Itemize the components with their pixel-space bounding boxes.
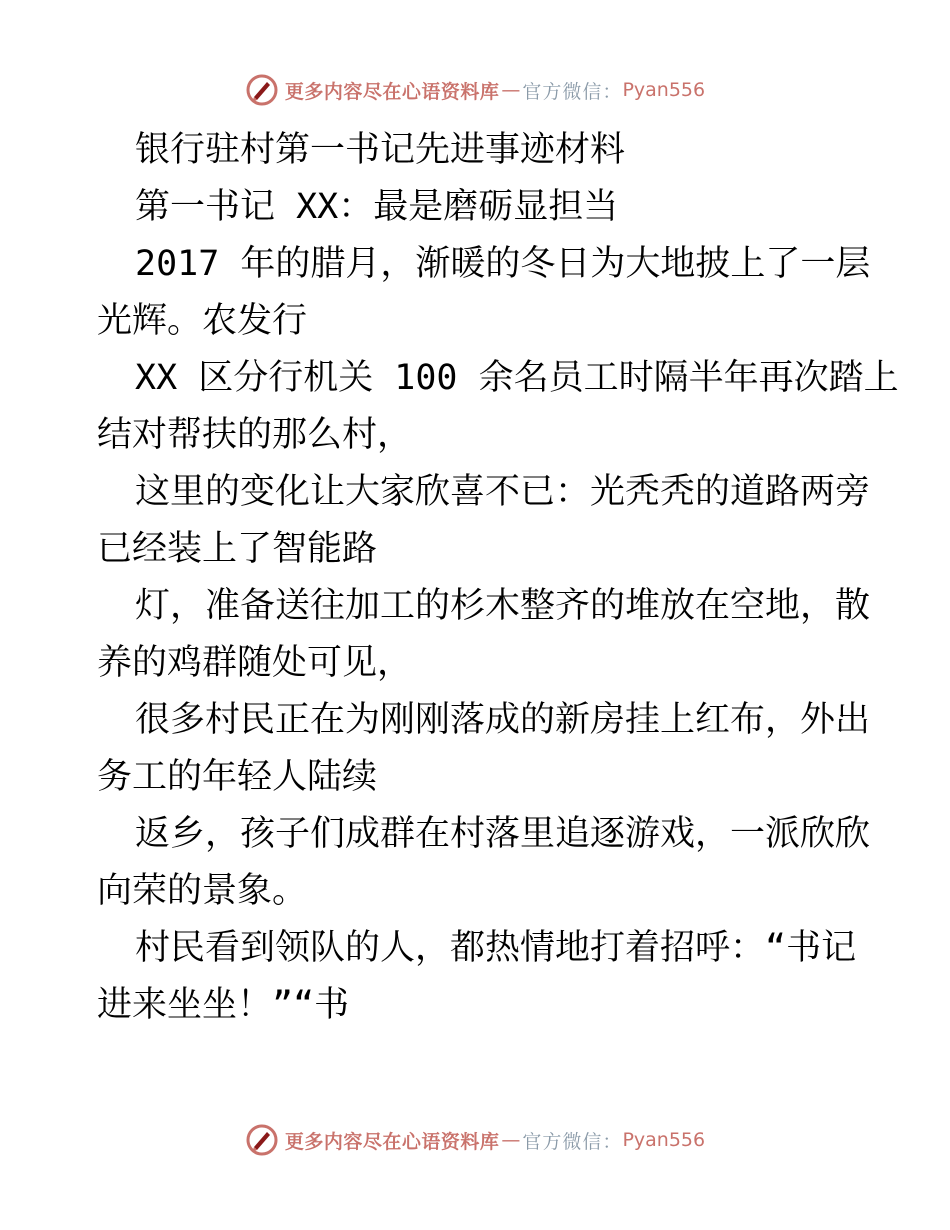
banner-dash: — bbox=[501, 79, 521, 101]
banner-text: 更多内容尽在心语资料库 bbox=[284, 80, 500, 103]
paragraph-line: 2017 年的腊月，渐暖的冬日为大地披上了一层 bbox=[135, 244, 871, 284]
paragraph-line: 光辉。农发行 bbox=[97, 301, 308, 341]
banner-dash: — bbox=[501, 1129, 521, 1151]
paragraph-line: 这里的变化让大家欣喜不已：光秃秃的道路两旁 bbox=[135, 472, 871, 512]
paragraph-line: 进来坐坐！”“书 bbox=[97, 985, 350, 1025]
paragraph-line: 向荣的景象。 bbox=[97, 871, 308, 911]
paragraph-line: 已经装上了智能路 bbox=[97, 529, 378, 569]
paragraph-line: 结对帮扶的那么村， bbox=[97, 415, 413, 455]
paragraph-line: 返乡，孩子们成群在村落里追逐游戏，一派欣欣 bbox=[135, 814, 871, 854]
paragraph-line: XX 区分行机关 100 余名员工时隔半年再次踏上 bbox=[135, 358, 899, 398]
paragraph-line: 村民看到领队的人，都热情地打着招呼：“书记 bbox=[135, 928, 857, 968]
document-title: 银行驻村第一书记先进事迹材料 bbox=[135, 130, 626, 170]
paragraph-line: 养的鸡群随处可见， bbox=[97, 643, 413, 683]
header-banner bbox=[0, 70, 950, 110]
footer-banner bbox=[0, 1120, 950, 1160]
pen-logo-icon bbox=[245, 73, 279, 107]
document-subtitle: 第一书记 XX：最是磨砺显担当 bbox=[135, 187, 619, 227]
document-body bbox=[97, 122, 899, 1034]
wechat-id: Pyan556 bbox=[622, 79, 706, 101]
wechat-label: 官方微信： bbox=[522, 1130, 623, 1153]
paragraph-line: 很多村民正在为刚刚落成的新房挂上红布，外出 bbox=[135, 700, 871, 740]
pen-logo-icon bbox=[245, 1123, 279, 1157]
paragraph-line: 务工的年轻人陆续 bbox=[97, 757, 378, 797]
wechat-label: 官方微信： bbox=[522, 80, 623, 103]
banner-text: 更多内容尽在心语资料库 bbox=[284, 1130, 500, 1153]
wechat-id: Pyan556 bbox=[622, 1129, 706, 1151]
paragraph-line: 灯，准备送往加工的杉木整齐的堆放在空地，散 bbox=[135, 586, 871, 626]
